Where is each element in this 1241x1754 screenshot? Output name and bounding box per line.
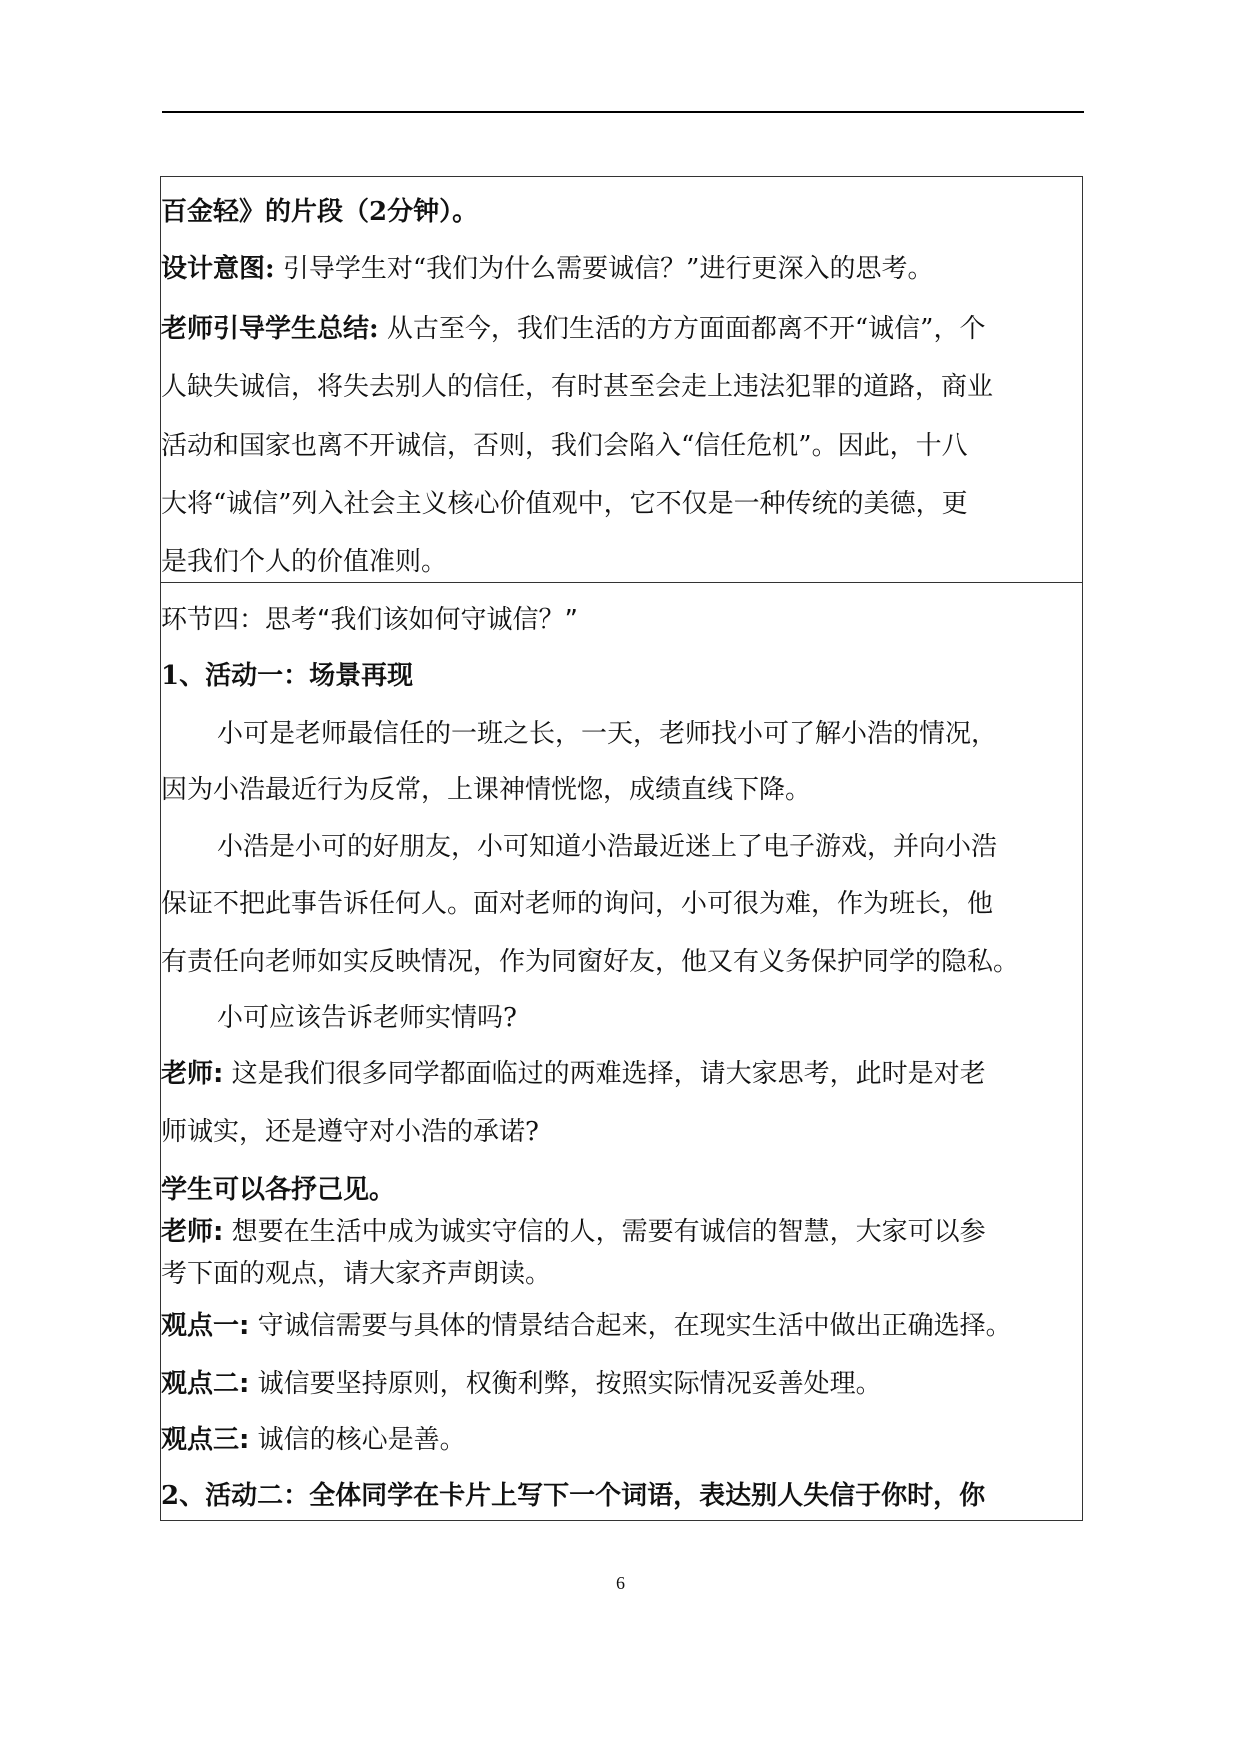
teacher-summary-label: 老师引导学生总结: — [161, 314, 379, 344]
header-rule — [162, 111, 1084, 113]
text-line: 人缺失诚信，将失去别人的信任，有时甚至会走上违法犯罪的道路，商业 — [161, 372, 994, 402]
viewpoint-label: 观点三: — [161, 1425, 250, 1455]
viewpoint-text: 诚信的核心是善。 — [257, 1425, 466, 1455]
text-line: 百金轻》的片段（2分钟）。 — [161, 197, 479, 227]
text-line: 有责任向老师如实反映情况，作为同窗好友，他又有义务保护同学的隐私。 — [161, 947, 1020, 977]
teacher-label: 老师: — [161, 1217, 224, 1247]
text-line: 小浩是小可的好朋友，小可知道小浩最近迷上了电子游戏，并向小浩 — [217, 832, 998, 862]
teacher-summary-text: 从古至今，我们生活的方方面面都离不开“诚信”，个 — [386, 314, 986, 344]
viewpoint-two — [161, 1369, 1071, 1399]
teacher-text: 这是我们很多同学都面临过的两难选择，请大家思考，此时是对老 — [231, 1059, 986, 1089]
viewpoint-three — [161, 1425, 1071, 1455]
text-line: 是我们个人的价值准则。 — [161, 547, 448, 577]
viewpoint-label: 观点二: — [161, 1369, 250, 1399]
viewpoint-text: 诚信要坚持原则，权衡利弊，按照实际情况妥善处理。 — [257, 1369, 882, 1399]
text-line: 因为小浩最近行为反常，上课神情恍惚，成绩直线下降。 — [161, 775, 812, 805]
viewpoint-text: 守诚信需要与具体的情景结合起来，在现实生活中做出正确选择。 — [257, 1311, 1012, 1341]
viewpoint-one — [161, 1311, 1071, 1341]
design-intent — [161, 254, 1071, 284]
viewpoint-label: 观点一: — [161, 1311, 250, 1341]
question: 小可应该告诉老师实情吗? — [217, 1003, 517, 1033]
text-line: 小可是老师最信任的一班之长，一天，老师找小可了解小浩的情况， — [217, 719, 998, 749]
students-line: 学生可以各抒己见。 — [161, 1175, 396, 1205]
text-line: 考下面的观点，请大家齐声朗读。 — [161, 1259, 552, 1289]
row-divider — [161, 582, 1082, 583]
teacher-prompt — [161, 1217, 1071, 1247]
teacher-text: 想要在生活中成为诚实守信的人，需要有诚信的智慧，大家可以参 — [231, 1217, 986, 1247]
teacher-label: 老师: — [161, 1059, 224, 1089]
teacher-prompt — [161, 1059, 1071, 1089]
text-line: 活动和国家也离不开诚信，否则，我们会陷入“信任危机”。因此，十八 — [161, 431, 968, 461]
section-title: 环节四：思考“我们该如何守诚信？” — [161, 605, 578, 635]
activity-two-heading: 2、活动二：全体同学在卡片上写下一个词语，表达别人失信于你时，你 — [161, 1481, 986, 1511]
activity-one-heading: 1、活动一：场景再现 — [161, 661, 414, 691]
text-line: 大将“诚信”列入社会主义核心价值观中，它不仅是一种传统的美德，更 — [161, 489, 968, 519]
text-line: 保证不把此事告诉任何人。面对老师的询问，小可很为难，作为班长，他 — [161, 889, 994, 919]
teacher-summary — [161, 314, 1071, 344]
design-intent-text: 引导学生对“我们为什么需要诚信？”进行更深入的思考。 — [282, 254, 934, 284]
lesson-table — [160, 176, 1083, 1521]
text-line: 师诚实，还是遵守对小浩的承诺? — [161, 1117, 539, 1147]
page-number: 6 — [616, 1573, 625, 1593]
design-intent-label: 设计意图: — [161, 254, 275, 284]
